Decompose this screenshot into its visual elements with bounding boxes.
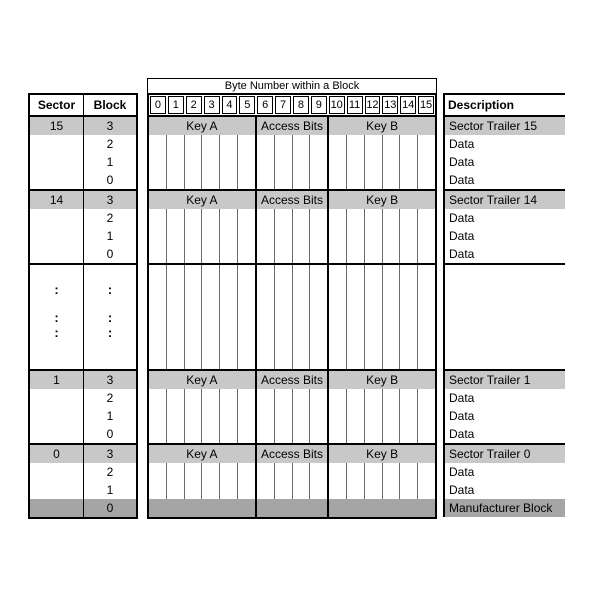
block-number: 2 (106, 211, 114, 225)
description-row: Sector Trailer 1 (445, 371, 565, 389)
grid-line-cell (238, 209, 257, 263)
grid-line-cell (257, 463, 275, 499)
byte-number: 6 (257, 96, 273, 114)
sector-group-0 (30, 443, 136, 517)
byte-number: 14 (400, 96, 416, 114)
byte-number: 1 (168, 96, 184, 114)
byte-number: 4 (222, 96, 238, 114)
grid-line-cell (418, 265, 435, 369)
block-number: 3 (106, 373, 114, 387)
block-number: 1 (106, 483, 114, 497)
byte-number: 7 (275, 96, 291, 114)
block-number: 3 (106, 193, 114, 207)
byte-group-sector-0 (149, 443, 435, 517)
key-b-label: Key B (327, 445, 435, 463)
block-row (30, 153, 136, 171)
sector-number: 14 (30, 191, 84, 209)
block-row (30, 425, 136, 443)
grid-line-cell (383, 265, 401, 369)
grid-line-cell (418, 463, 435, 499)
ellipsis-row (30, 263, 136, 369)
description-row: Manufacturer Block (445, 499, 565, 517)
description-group-0 (445, 443, 565, 517)
byte-number: 13 (382, 96, 398, 114)
block-number: 3 (106, 447, 114, 461)
grid-line-cell (202, 389, 220, 443)
key-b-label: Key B (327, 191, 435, 209)
byte-number: 12 (365, 96, 381, 114)
byte-number: 5 (239, 96, 255, 114)
grid-line-cell (275, 389, 293, 443)
ellipsis-glyph: : (107, 282, 113, 297)
key-a-label: Key A (186, 193, 218, 207)
description-row: Data (449, 483, 475, 497)
block-number: 0 (106, 173, 114, 187)
description-group-14 (445, 189, 565, 263)
sector-cell-empty (30, 209, 84, 227)
manufacturer-block-bar (149, 499, 435, 517)
sector-group-15 (30, 117, 136, 189)
block-number: 2 (106, 137, 114, 151)
grid-line-cell (365, 209, 383, 263)
block-number: 1 (106, 409, 114, 423)
ellipsis-glyph: : (107, 310, 113, 325)
grid-line-cell (275, 265, 293, 369)
grid-line-cell (167, 135, 185, 189)
block-row (30, 389, 136, 407)
grid-line-cell (257, 389, 275, 443)
block-number: 1 (106, 155, 114, 169)
grid-line-cell (185, 463, 203, 499)
description-row: Data (449, 229, 475, 243)
key-a-label: Key A (186, 447, 218, 461)
grid-line-cell (167, 265, 185, 369)
diagram-layout (28, 78, 565, 519)
grid-line-cell (202, 265, 220, 369)
sector-cell-empty (30, 499, 84, 517)
byte-numbers-row (149, 95, 435, 117)
grid-line-cell (347, 265, 365, 369)
grid-line-cell (257, 135, 275, 189)
block-row (30, 463, 136, 481)
manufacturer-block-row (30, 499, 136, 517)
block-ellipsis (84, 265, 136, 369)
byte-number: 9 (311, 96, 327, 114)
description-column (443, 78, 565, 517)
grid-line-cell (202, 135, 220, 189)
byte-table (147, 93, 437, 519)
description-header: Description (445, 95, 565, 117)
grid-line-cell (310, 389, 329, 443)
grid-line-cell (400, 135, 418, 189)
grid-line-cell (149, 463, 167, 499)
grid-line-cell (238, 463, 257, 499)
sector-cell-empty (30, 407, 84, 425)
sector-block-header-row (30, 95, 136, 117)
description-row: Data (449, 137, 475, 151)
grid-line-cell (220, 463, 238, 499)
byte-number: 11 (347, 96, 363, 114)
block-row (30, 171, 136, 189)
sector-block-table (28, 93, 138, 519)
sector-group-14 (30, 189, 136, 263)
grid-line-cell (293, 135, 311, 189)
grid-line-cell (275, 463, 293, 499)
grid-line-cell (293, 265, 311, 369)
grid-line-cell (220, 209, 238, 263)
description-row: Data (449, 247, 475, 261)
grid-line-cell (310, 209, 329, 263)
sector-cell-empty (30, 245, 84, 263)
grid-line-cell (365, 265, 383, 369)
block-row (30, 227, 136, 245)
byte-number: 8 (293, 96, 309, 114)
sector-trailer-segments (149, 445, 435, 463)
ellipsis-glyph: : (54, 325, 59, 340)
description-row: Data (449, 211, 475, 225)
key-b-label: Key B (327, 371, 435, 389)
sector-cell-empty (30, 481, 84, 499)
sector-group-1 (30, 369, 136, 443)
grid-line-cell (257, 265, 275, 369)
key-b-label: Key B (327, 117, 435, 135)
grid-line-cell (347, 209, 365, 263)
ellipsis-glyph: : (54, 310, 59, 325)
block-number: 2 (106, 465, 114, 479)
ellipsis-glyph: : (54, 282, 59, 297)
trailer-row (30, 371, 136, 389)
grid-line-cell (329, 135, 347, 189)
ellipsis-glyph: : (107, 325, 113, 340)
grid-line-cell (383, 463, 401, 499)
grid-line-cell (400, 265, 418, 369)
byte-grid (149, 389, 435, 443)
grid-line-cell (238, 135, 257, 189)
manufacturer-segment (255, 499, 328, 517)
grid-line-cell (418, 135, 435, 189)
grid-line-cell (275, 135, 293, 189)
manufacturer-segment (149, 499, 255, 517)
grid-line-cell (400, 389, 418, 443)
grid-line-cell (329, 389, 347, 443)
sector-cell-empty (30, 425, 84, 443)
grid-line-cell (149, 389, 167, 443)
grid-line-cell (149, 265, 167, 369)
grid-line-cell (400, 463, 418, 499)
description-group-1 (445, 369, 565, 443)
grid-line-cell (400, 209, 418, 263)
description-row: Data (449, 155, 475, 169)
grid-line-cell (365, 135, 383, 189)
byte-column (147, 78, 437, 519)
grid-line-cell (310, 463, 329, 499)
trailer-row (30, 117, 136, 135)
access-bits-label: Access Bits (255, 371, 328, 389)
description-row: Data (449, 391, 475, 405)
block-number: 3 (106, 119, 114, 133)
grid-line-cell (329, 463, 347, 499)
description-row: Data (449, 427, 475, 441)
grid-line-cell (293, 463, 311, 499)
sector-column-header: Sector (30, 95, 84, 115)
grid-line-cell (185, 135, 203, 189)
block-column-header: Block (93, 98, 127, 112)
description-group-15 (445, 117, 565, 189)
grid-line-cell (310, 135, 329, 189)
grid-line-cell (365, 463, 383, 499)
grid-line-cell (202, 463, 220, 499)
grid-line-cell (257, 209, 275, 263)
sector-cell-empty (30, 463, 84, 481)
description-ellipsis-region (445, 263, 565, 369)
byte-group-sector-15 (149, 117, 435, 189)
left-top-spacer (28, 78, 138, 93)
byte-number: 0 (150, 96, 166, 114)
grid-line-cell (383, 389, 401, 443)
description-row: Sector Trailer 0 (445, 445, 565, 463)
grid-line-cell (220, 265, 238, 369)
block-row (30, 245, 136, 263)
key-a-label: Key A (186, 119, 218, 133)
grid-line-cell (167, 389, 185, 443)
grid-line-cell (383, 135, 401, 189)
trailer-row (30, 445, 136, 463)
grid-line-cell (238, 389, 257, 443)
sector-number: 15 (30, 117, 84, 135)
grid-line-cell (347, 463, 365, 499)
grid-line-cell (149, 209, 167, 263)
grid-line-cell (220, 135, 238, 189)
grid-line-cell (293, 389, 311, 443)
description-table (443, 93, 565, 517)
sector-number: 0 (30, 445, 84, 463)
sector-cell-empty (30, 135, 84, 153)
byte-grid (149, 209, 435, 263)
grid-line-cell (202, 209, 220, 263)
sector-block-column (28, 78, 138, 519)
sector-trailer-segments (149, 117, 435, 135)
grid-line-cell (329, 265, 347, 369)
grid-line-cell (329, 209, 347, 263)
byte-number-header: Byte Number within a Block (147, 78, 437, 93)
grid-line-cell (185, 209, 203, 263)
grid-line-cell (365, 389, 383, 443)
access-bits-label: Access Bits (255, 117, 328, 135)
block-number: 1 (106, 229, 114, 243)
key-a-label: Key A (186, 373, 218, 387)
grid-line-cell (167, 209, 185, 263)
grid-line-cell (310, 265, 329, 369)
sector-trailer-segments (149, 371, 435, 389)
grid-line-cell (383, 209, 401, 263)
grid-line-cell (418, 209, 435, 263)
byte-grid (149, 463, 435, 499)
sector-cell-empty (30, 153, 84, 171)
grid-line-cell (149, 135, 167, 189)
trailer-row (30, 191, 136, 209)
byte-number: 10 (329, 96, 345, 114)
description-row: Sector Trailer 15 (445, 117, 565, 135)
block-number: 2 (106, 391, 114, 405)
grid-line-cell (293, 209, 311, 263)
byte-number: 2 (186, 96, 202, 114)
access-bits-label: Access Bits (255, 445, 328, 463)
description-top-spacer (443, 78, 565, 93)
description-row: Data (449, 465, 475, 479)
grid-line-cell (418, 389, 435, 443)
grid-line-cell (275, 209, 293, 263)
sector-cell-empty (30, 227, 84, 245)
byte-number: 15 (418, 96, 434, 114)
grid-line-cell (185, 389, 203, 443)
block-row (30, 209, 136, 227)
block-row (30, 135, 136, 153)
byte-group-sector-14 (149, 189, 435, 263)
grid-line-cell (220, 389, 238, 443)
grid-line-cell (347, 135, 365, 189)
sector-cell-empty (30, 389, 84, 407)
description-row: Data (449, 409, 475, 423)
access-bits-label: Access Bits (255, 191, 328, 209)
sector-trailer-segments (149, 191, 435, 209)
sector-cell-empty (30, 171, 84, 189)
byte-number: 3 (204, 96, 220, 114)
description-row: Sector Trailer 14 (445, 191, 565, 209)
manufacturer-segment (327, 499, 435, 517)
block-number: 0 (106, 427, 114, 441)
grid-line-cell (238, 265, 257, 369)
grid-line-cell (347, 389, 365, 443)
byte-grid-ellipsis-region (149, 263, 435, 369)
block-row (30, 407, 136, 425)
grid-line-cell (185, 265, 203, 369)
description-row: Data (449, 173, 475, 187)
grid-line-cell (167, 463, 185, 499)
block-number: 0 (106, 247, 114, 261)
byte-grid (149, 135, 435, 189)
byte-group-sector-1 (149, 369, 435, 443)
block-row (30, 481, 136, 499)
sector-number: 1 (30, 371, 84, 389)
sector-ellipsis (30, 265, 84, 369)
block-number: 0 (106, 501, 114, 515)
